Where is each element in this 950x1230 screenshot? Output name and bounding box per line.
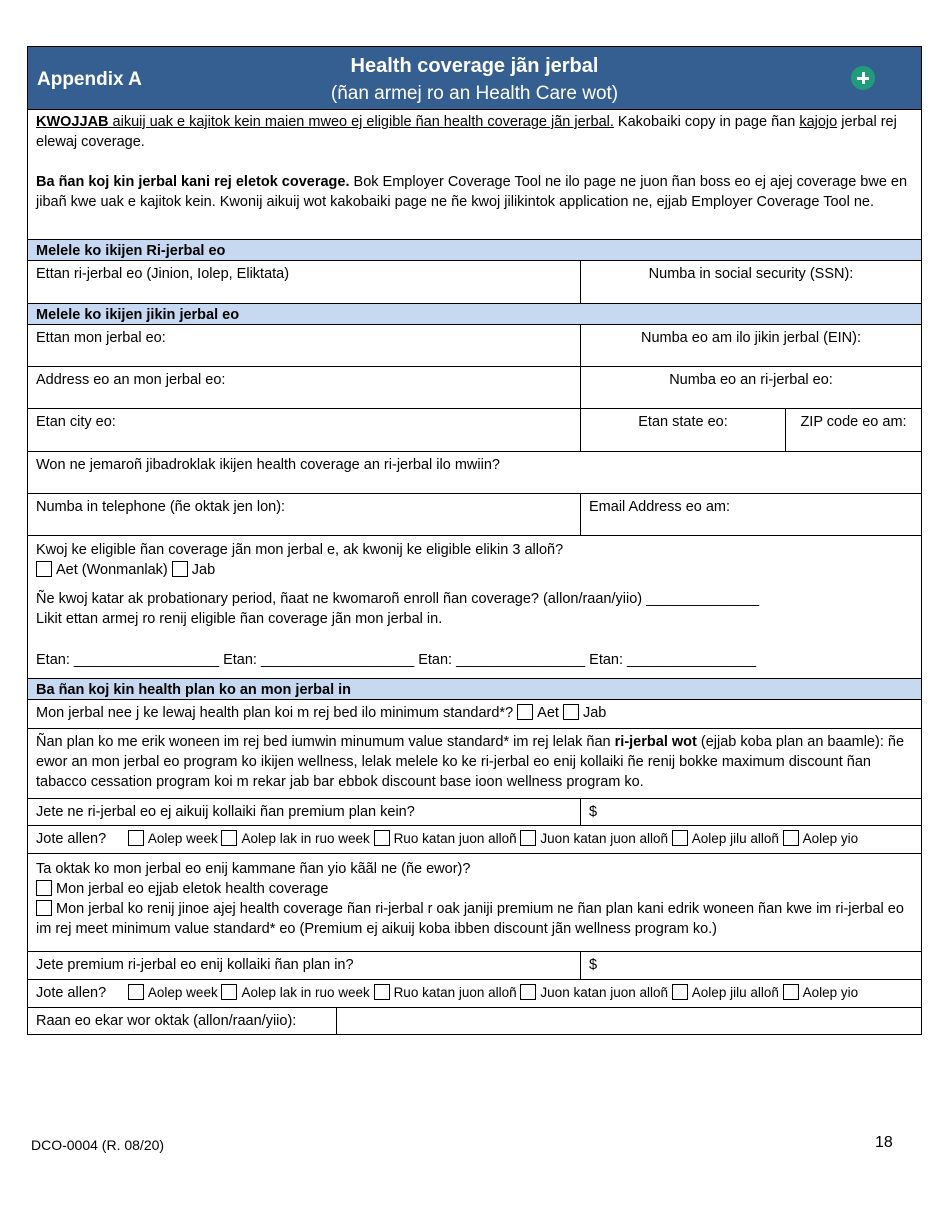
intro-row — [28, 109, 921, 239]
frequency-options-2 — [28, 980, 921, 1007]
frequency-row-2 — [28, 979, 921, 1007]
state-field[interactable]: Etan state eo: — [580, 409, 785, 451]
employee-section-title: Melele ko ikijen Ri-jerbal eo — [28, 239, 921, 260]
changes-row — [28, 853, 921, 951]
change-date-label: Raan eo ekar wor oktak (allon/raan/yiio): — [36, 1013, 297, 1029]
plus-icon — [851, 66, 875, 90]
freq2-checkbox-5[interactable] — [783, 984, 799, 1000]
min-standard-no-checkbox[interactable] — [563, 704, 579, 720]
change-option-2 — [36, 899, 913, 939]
freq1-checkbox-2[interactable] — [374, 830, 390, 846]
intro-p2-rest: Bok Employer Coverage Tool ne ilo page ne juon ñan boss eo ej ajej coverage bwe en jibañ kwe uak e kajitok kein. Kwonij aikuij wot kakobaiki page ne ñe kwoj jilikintok application ne, ejjab Employer Coverage Tool ne. — [36, 174, 908, 210]
eligibility-row — [28, 535, 921, 678]
contact-row — [28, 451, 921, 493]
freq1-label-2: Ruo katan juon alloñ — [393, 831, 517, 846]
plan-text-part-1: Ñan plan ko me erik woneen im rej bed iumwin minumum value standard* im rej lelak ñan — [36, 734, 615, 750]
intro-text — [28, 110, 921, 239]
city-row — [28, 408, 921, 451]
freq1-checkbox-3[interactable] — [520, 830, 536, 846]
freq2-label-3: Juon katan juon alloñ — [540, 985, 669, 1000]
changes-block — [28, 854, 921, 951]
employer-phone-field[interactable]: Numba eo an ri-jerbal eo: — [580, 367, 921, 408]
ssn-field[interactable]: Numba in social security (SSN): — [580, 261, 921, 303]
min-standard-label: Mon jerbal nee j ke lewaj health plan koi m rej bed ilo minimum standard*? — [36, 705, 514, 721]
employer-section-title: Melele ko ikijen jikin jerbal eo — [28, 303, 921, 324]
form-subtitle: (ñan armej ro an Health Care wot) — [330, 83, 619, 104]
phone-email-row — [28, 493, 921, 535]
names-question: Likit ettan armej ro renij eligible ñan coverage jãn mon jerbal in. — [36, 611, 443, 627]
freq2-checkbox-2[interactable] — [374, 984, 390, 1000]
change-option-2-checkbox[interactable] — [36, 900, 52, 916]
freq1-label-5: Aolep yio — [802, 831, 859, 846]
freq2-label-0: Aolep week — [147, 985, 218, 1000]
employee-name-field[interactable]: Ettan ri-jerbal eo (Jinion, Iolep, Eliktata) — [36, 266, 290, 282]
names-line[interactable]: Etan: __________________ Etan: ___________________ Etan: ________________ Etan: ________________ — [36, 652, 757, 668]
eligible-no-label: Jab — [191, 562, 216, 578]
premium-row — [28, 798, 921, 825]
plan-text-part-2: (ejjab koba plan an baamle): ñe ewor an mon jerbal eo program ko ikijen wellness, lelak melele ko ke ri-jerbal eo enij kollaiki ñe renij bokke maximum discount ñan tabacco cessation program koi m rekar jab bar ebbok discount base ioon wellness program ko. — [36, 734, 905, 790]
intro-p2-bold: Ba ñan koj kin jerbal kani rej eletok coverage. — [36, 174, 350, 190]
city-field[interactable]: Etan city eo: — [36, 414, 116, 430]
change-option-1-checkbox[interactable] — [36, 880, 52, 896]
freq1-label-1: Aolep lak in ruo week — [241, 831, 370, 846]
zip-field[interactable]: ZIP code eo am: — [785, 409, 921, 451]
freq2-label-1: Aolep lak in ruo week — [241, 985, 370, 1000]
frequency-row-1 — [28, 825, 921, 853]
freq1-checkbox-1[interactable] — [221, 830, 237, 846]
plan-text — [28, 729, 921, 798]
form-header — [28, 47, 921, 109]
ein-field[interactable]: Numba eo am ilo jikin jerbal (EIN): — [580, 325, 921, 366]
min-standard-question — [28, 700, 921, 728]
page-number: 18 — [875, 1134, 893, 1151]
freq2-label-2: Ruo katan juon alloñ — [393, 985, 517, 1000]
employer-name-field[interactable]: Ettan mon jerbal eo: — [36, 330, 166, 346]
freq2-checkbox-0[interactable] — [128, 984, 144, 1000]
intro-underlined: aikuij uak e kajitok kein maien mweo ej eligible ñan health coverage jãn jerbal. — [108, 114, 614, 130]
employer-coverage-form — [27, 46, 922, 1035]
intro-end: jerbal rej elewaj coverage. — [36, 114, 897, 150]
intro-mid: Kakobaiki copy in page ñan — [613, 114, 800, 130]
probation-question[interactable]: Ñe kwoj katar ak probationary period, ñaat ne kwomaroñ enroll ñan coverage? (allon/raan/yiio) ______________ — [36, 591, 760, 607]
intro-paragraph-2 — [36, 172, 913, 212]
premium-question-2: Jete premium ri-jerbal eo enij kollaiki ñan plan in? — [36, 957, 354, 973]
employer-name-row — [28, 324, 921, 366]
form-code: DCO-0004 (R. 08/20) — [31, 1137, 165, 1153]
eligible-no-checkbox[interactable] — [172, 561, 188, 577]
intro-bold: KWOJJAB — [36, 114, 109, 130]
min-standard-yes-label: Aet — [537, 705, 559, 721]
employer-address-row — [28, 366, 921, 408]
plan-text-row — [28, 728, 921, 798]
min-standard-no-label: Jab — [582, 705, 607, 721]
freq1-label-0: Aolep week — [147, 831, 218, 846]
change-option-1 — [36, 879, 913, 899]
frequency-options-1 — [28, 826, 921, 853]
eligible-question: Kwoj ke eligible ñan coverage jãn mon jerbal e, ak kwonij ke eligible elikin 3 alloñ? — [36, 542, 564, 558]
intro-underlined-2: kajojo — [799, 114, 838, 130]
intro-paragraph-1 — [36, 112, 913, 152]
phone-field[interactable]: Numba in telephone (ñe oktak jen lon): — [36, 499, 286, 515]
changes-question: Ta oktak ko mon jerbal eo enij kammane ñan yio kããl ne (ñe ewor)? — [36, 861, 471, 877]
freq2-checkbox-4[interactable] — [672, 984, 688, 1000]
freq1-checkbox-4[interactable] — [672, 830, 688, 846]
frequency-label-1: Jote allen? — [36, 831, 107, 847]
change-option-2-label: Mon jerbal ko renij jinoe ajej health coverage ñan ri-jerbal r oak janiji premium ne ñan plan kani edrik woneen ñan kwe im ri-jerbal eo im rej meet minimum value standard* eo (Premium ej aikuij koba ibben discount jãn wellness program ko.) — [36, 901, 904, 937]
employee-row — [28, 260, 921, 303]
plan-text-bold: ri-jerbal wot — [614, 734, 697, 750]
change-date-field[interactable] — [336, 1008, 921, 1034]
contact-field[interactable]: Won ne jemaroñ jibadroklak ikijen health coverage an ri-jerbal ilo mwiin? — [36, 457, 500, 473]
change-option-1-label: Mon jerbal eo ejjab eletok health coverage — [56, 881, 329, 897]
min-standard-row — [28, 699, 921, 728]
eligible-yes-checkbox[interactable] — [36, 561, 52, 577]
freq2-label-5: Aolep yio — [802, 985, 859, 1000]
email-field[interactable]: Email Address eo am: — [580, 494, 921, 535]
premium-row-2 — [28, 951, 921, 979]
freq1-checkbox-5[interactable] — [783, 830, 799, 846]
freq2-checkbox-1[interactable] — [221, 984, 237, 1000]
appendix-label: Appendix A — [37, 69, 142, 90]
premium-amount-field[interactable]: $ — [580, 799, 921, 825]
plan-section-title: Ba ñan koj kin health plan ko an mon jerbal in — [28, 678, 921, 699]
freq1-label-3: Juon katan juon alloñ — [540, 831, 669, 846]
min-standard-yes-checkbox[interactable] — [517, 704, 533, 720]
premium-amount-field-2[interactable]: $ — [580, 952, 921, 979]
frequency-label-2: Jote allen? — [36, 985, 107, 1001]
freq1-label-4: Aolep jilu alloñ — [691, 831, 779, 846]
employer-address-field[interactable]: Address eo an mon jerbal eo: — [36, 372, 226, 388]
form-title: Health coverage jãn jerbal — [350, 55, 599, 77]
eligible-options — [36, 560, 913, 580]
premium-question: Jete ne ri-jerbal eo ej aikuij kollaiki ñan premium plan kein? — [36, 804, 415, 820]
freq2-checkbox-3[interactable] — [520, 984, 536, 1000]
freq1-checkbox-0[interactable] — [128, 830, 144, 846]
freq2-label-4: Aolep jilu alloñ — [691, 985, 779, 1000]
eligibility-block — [28, 536, 921, 678]
change-date-row — [28, 1007, 921, 1034]
eligible-yes-label: Aet (Wonmanlak) — [56, 562, 168, 578]
